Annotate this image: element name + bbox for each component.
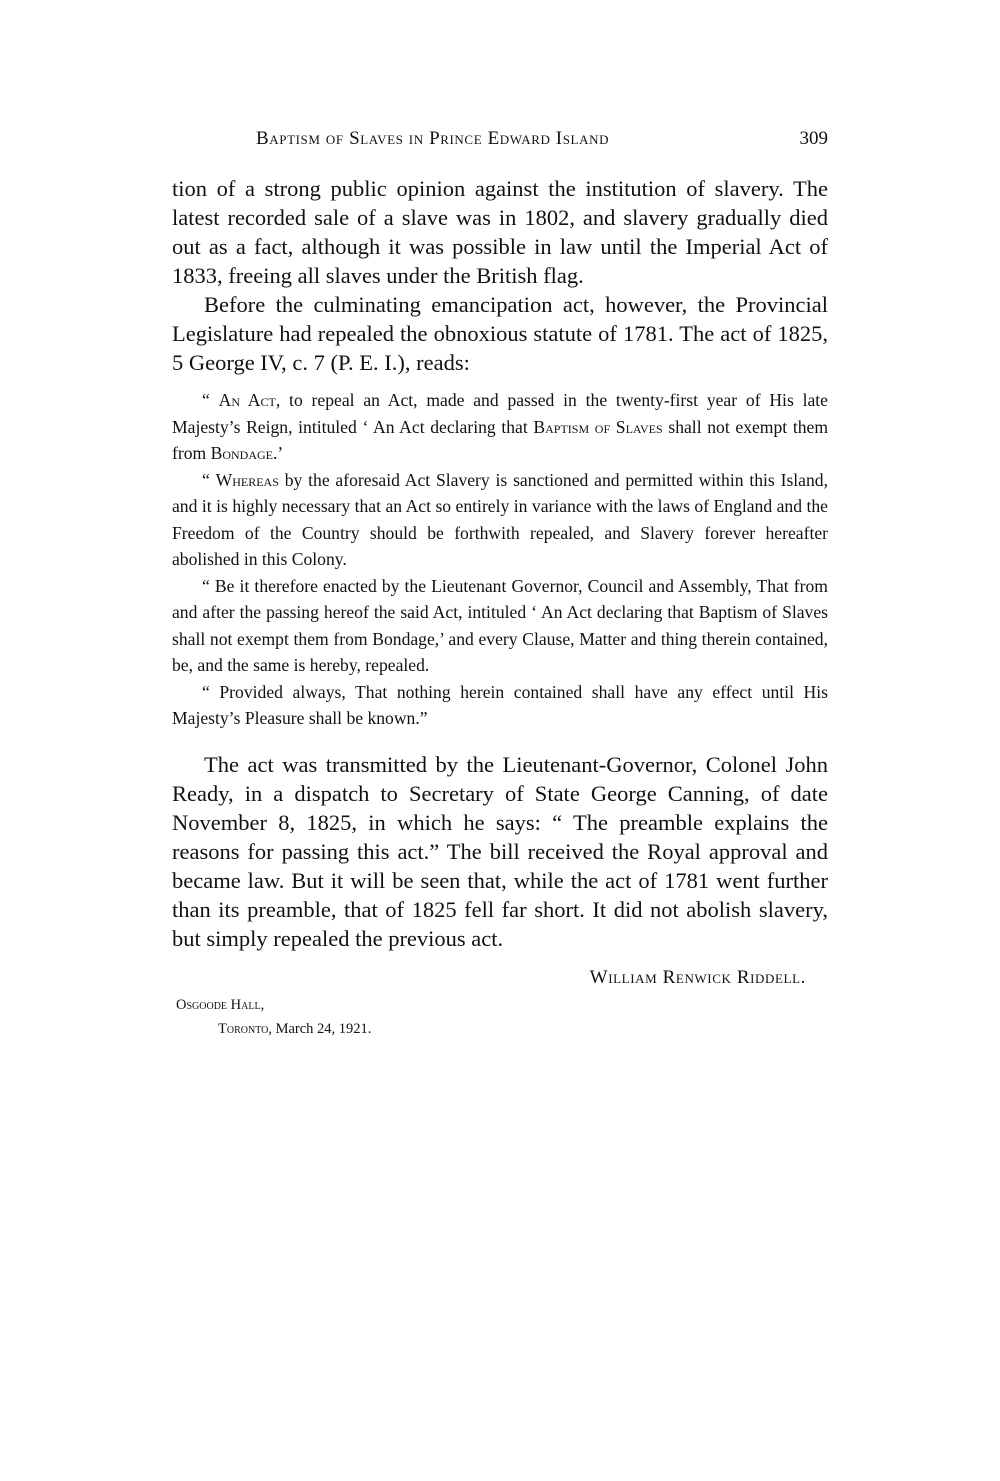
statute-quotation: [172, 387, 828, 732]
paragraph-emancipation: Before the culminating emancipation act, however, the Provincial Legislature had repealed the obnoxious statute of 1781. The act of 1825, 5 George IV, c. 7 (P. E. I.), reads:: [172, 292, 828, 375]
quote-open-mark-2: “: [202, 469, 216, 490]
paragraph-continuation: tion of a strong public opinion against the institution of slavery. The latest recorded sale of a slave was in 1802, and slavery gradually died out as a fact, although it was possible in law until the Imperial Act of 1833, freeing all slaves under the British flag.: [172, 176, 828, 288]
running-title: Baptism of Slaves in Prince Edward Island: [256, 128, 610, 149]
quote-bondage: Bondage: [210, 443, 274, 463]
quote-whereas-paragraph: [172, 467, 828, 573]
quote-enactment-paragraph: “ Be it therefore enacted by the Lieutenant Governor, Council and Assembly, That from and after the passing hereof the said Act, intituled ‘ An Act declaring that Baptism of Slaves shall not exempt them from Bondage,’ and every Clause, Matter and thing therein contained, be, and the same is hereby, repealed.: [172, 575, 828, 675]
date-text: , March 24, 1921.: [268, 1020, 372, 1037]
place-line: Osgoode Hall,: [176, 996, 265, 1013]
quote-title-paragraph: [172, 387, 828, 467]
author-signature: William Renwick Riddell.: [589, 966, 806, 988]
paragraph-transmission: The act was transmitted by the Lieutenant-Governor, Colonel John Ready, in a dispatch to Secretary of State George Canning, of date November 8, 1825, in which he says: “ The preamble explains the reasons for passing this act.” The bill received the Royal approval and became law. But it will be seen that, while the act of 1781 went further than its preamble, that of 1825 fell far short. It did not abolish slavery, but simply repealed the previous act.: [172, 751, 828, 951]
date-line: [218, 1017, 828, 1041]
city-name: Toronto: [218, 1020, 269, 1037]
quote-proviso-paragraph: “ Provided always, That nothing herein contained shall have any effect until His Majesty’s Pleasure shall be known.”: [172, 681, 828, 728]
page-number: 309: [799, 128, 828, 149]
quote-whereas-text: by the aforesaid Act Slavery is sanctioned and permitted within this Island, and it is highly necessary that an Act so entirely in variance with the laws of England and the Freedom of the Country should be forthwith repealed, and Slavery forever hereafter abolished in this Colony.: [172, 469, 828, 569]
quote-close-mark: .’: [273, 443, 284, 463]
quote-whereas: Whereas: [215, 469, 279, 490]
quote-title-text-2: shall not exempt them from: [172, 416, 828, 463]
quote-title-text: , to repeal an Act, made and passed in the twenty-first year of His late Majesty’s Reign, intituled ‘ An Act declaring that: [172, 390, 828, 437]
running-head: [172, 128, 828, 158]
quote-baptism-of-slaves: Baptism of Slaves: [533, 416, 663, 437]
article-body: [172, 174, 828, 1041]
quote-an-act: An Act: [218, 390, 276, 410]
quote-open-mark: “: [202, 390, 219, 410]
